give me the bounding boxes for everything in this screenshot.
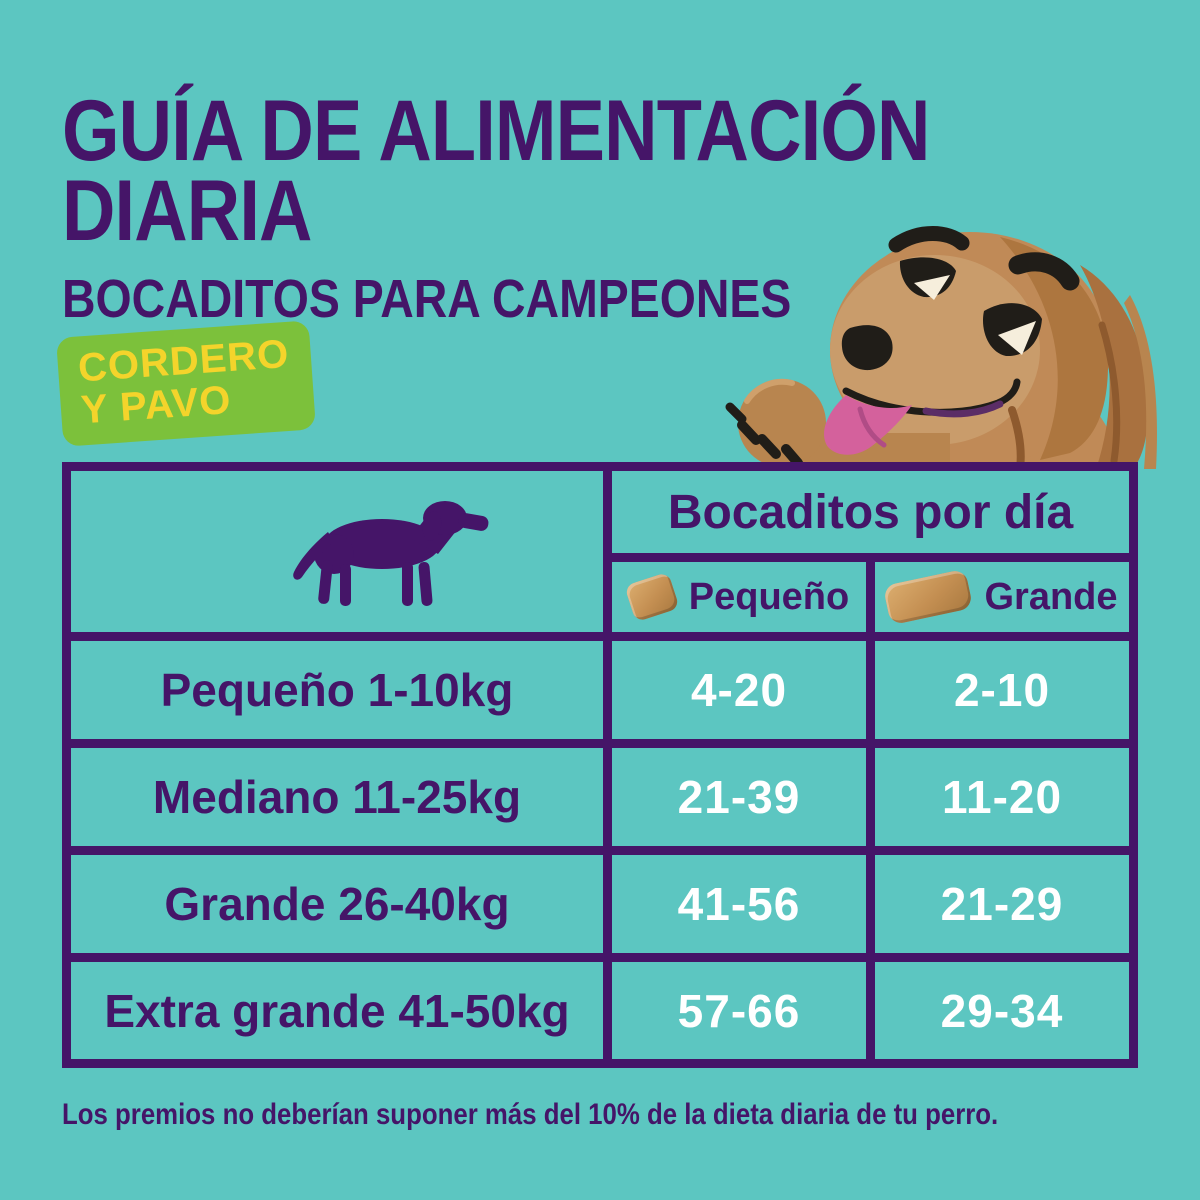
footnote: Los premios no deberían suponer más del 10% de la dieta diaria de tu perro. — [62, 1098, 999, 1131]
value-large-dog-small-treat: 41-56 — [612, 855, 866, 953]
table-row-label-medium-dog: Mediano 11-25kg — [71, 748, 603, 846]
value-small-dog-small-treat: 4-20 — [612, 641, 866, 739]
flavor-badge-line1: CORDERO — [76, 331, 291, 391]
value-medium-dog-small-treat: 21-39 — [612, 748, 866, 846]
large-treat-icon — [883, 569, 973, 626]
value-extra-large-dog-large-treat: 29-34 — [875, 962, 1129, 1059]
flavor-badge — [56, 320, 316, 447]
page-subtitle: BOCADITOS PARA CAMPEONES — [62, 269, 792, 329]
value-large-dog-large-treat: 21-29 — [875, 855, 1129, 953]
page-title-line2: DIARIA — [62, 162, 312, 259]
table-row-label-small-dog: Pequeño 1-10kg — [71, 641, 603, 739]
feeding-table — [62, 462, 1138, 1068]
value-medium-dog-large-treat: 11-20 — [875, 748, 1129, 846]
table-row-label-extra-large-dog: Extra grande 41-50kg — [71, 962, 603, 1059]
column-header-large-treat — [875, 562, 1129, 632]
column-header-small-label: Pequeño — [688, 575, 850, 618]
value-small-dog-large-treat: 2-10 — [875, 641, 1129, 739]
page-title-line1: GUÍA DE ALIMENTACIÓN — [62, 83, 930, 179]
column-header-large-label: Grande — [984, 575, 1118, 618]
flavor-badge-line2: Y PAVO — [79, 377, 233, 432]
dog-illustration — [700, 195, 1170, 470]
dog-size-header-cell — [71, 471, 603, 632]
column-header-small-treat — [612, 562, 866, 632]
value-extra-large-dog-small-treat: 57-66 — [612, 962, 866, 1059]
table-row-label-large-dog: Grande 26-40kg — [71, 855, 603, 953]
small-treat-icon — [624, 572, 679, 622]
table-header-treats-per-day: Bocaditos por día — [612, 471, 1129, 553]
dog-silhouette-icon — [282, 492, 512, 612]
